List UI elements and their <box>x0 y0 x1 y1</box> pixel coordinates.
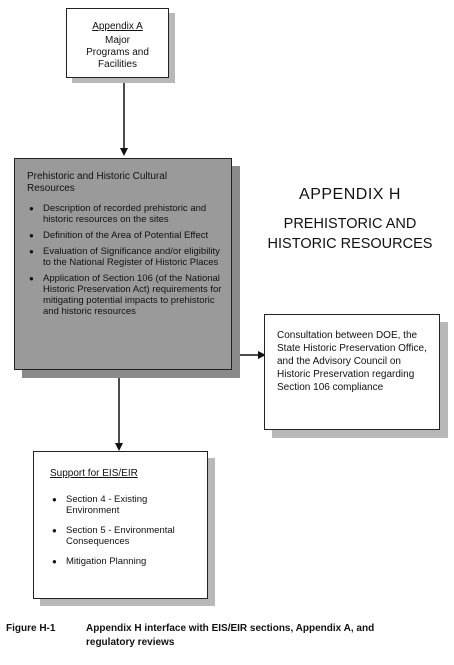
list-item: ● Section 4 - Existing Environment <box>50 494 176 516</box>
appendix-a-subtitle: Major Programs and Facilities <box>86 35 149 70</box>
list-item: ● Section 5 - Environmental Consequences <box>50 525 186 547</box>
cultural-resources-title: Prehistoric and Historic Cultural Resources <box>27 171 168 194</box>
page-heading <box>250 186 450 254</box>
list-item: ● Description of recorded prehistoric and historic resources on the sites <box>27 203 223 225</box>
appendix-a-title: Appendix A <box>92 21 143 32</box>
figure-caption-text: Appendix H interface with EIS/EIR sections, Appendix A, and regulatory reviews <box>86 623 375 648</box>
consultation-text: Consultation between DOE, the State Historic Preservation Office, and the Advisory Council on Historic Preservation regarding Section 106 compliance <box>277 330 427 393</box>
cultural-resources-box <box>14 158 232 370</box>
list-item: ● Mitigation Planning <box>50 556 197 567</box>
heading-line-2: PREHISTORIC AND HISTORIC RESOURCES <box>267 216 433 252</box>
list-item: ● Application of Section 106 (of the National Historic Preservation Act) requirements for mitigating potential impacts to prehistoric and historic resources <box>27 273 223 317</box>
list-item: ● Definition of the Area of Potential Effect <box>27 230 223 241</box>
figure-caption <box>6 622 446 650</box>
support-title: Support for EIS/EIR <box>50 468 138 479</box>
cultural-resources-list <box>27 203 223 317</box>
consultation-box <box>264 314 440 430</box>
support-eis-eir-box <box>33 451 208 599</box>
support-list <box>50 494 197 567</box>
list-item: ● Evaluation of Significance and/or eligibility to the National Register of Historic Places <box>27 246 223 268</box>
appendix-a-box <box>66 8 169 78</box>
heading-line-1: APPENDIX H <box>299 186 401 203</box>
figure-label: Figure H-1 <box>6 623 56 634</box>
